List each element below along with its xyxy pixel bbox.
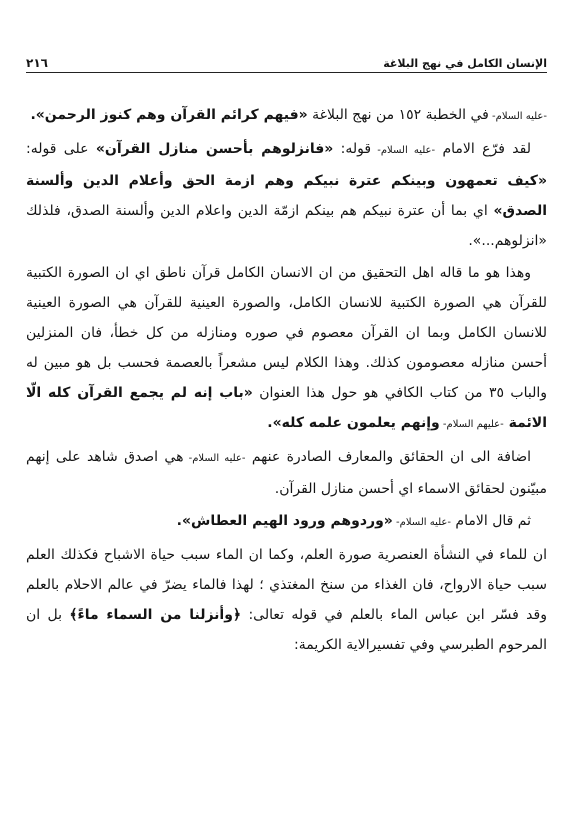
text-run: لقد فرّع الامام: [435, 141, 531, 157]
bold-quote: وإنهم يعلمون علمه كله».: [267, 415, 440, 431]
page-header: [26, 46, 547, 70]
text-run: وهذا هو ما قاله اهل التحقيق من ان الانسان الكامل قرآن ناطق اي ان الصورة الكتبية للقرآن هي الصورة الكتبية للانسان الكامل، والصورة العينية للقرآن هي الصورة العينية للانسان الكامل وبما ان القرآن معصوم في صوره ومنازله من كل خطأ، فان المنزلين أحسن منازله معصومون كذلك. وهذا الكلام ليس مشعراً بالعصمة فحسب بل هو مبين له والباب ٣٥ من كتاب الكافي هو حول هذا العنوان: [26, 265, 547, 401]
paragraph: [26, 258, 547, 440]
header-rule: [26, 72, 547, 73]
honorific: -عليه السلام-: [488, 111, 547, 122]
bold-quote: ﴿وأنزلنا من السماء ماءً﴾: [69, 607, 242, 623]
text-run: ثم قال الامام: [450, 513, 531, 529]
text-run: في الخطبة ١٥٢ من نهج البلاغة: [307, 107, 489, 123]
bold-quote: «باب إنه لم يجمع القرآن كله الّا الائمة: [26, 385, 547, 431]
honorific: -عليه السلام-: [183, 453, 246, 464]
running-title: الإنسان الكامل في نهج البلاغة: [383, 57, 547, 70]
text-run: على قوله:: [26, 141, 96, 157]
text-run: ان للماء في النشأة العنصرية صورة العلم، وكما ان الماء سبب حياة الاشباح فكذلك العلم سبب حياة الارواح، فان الغذاء من سنخ المغتذي ؛ لهذا فالماء يضرّ في عالم الاحلام بالعلم وقد فسّر ابن عباس الماء بالعلم في قوله تعالى:: [26, 547, 547, 623]
body-text: [26, 100, 547, 662]
text-run: اضافة الى ان الحقائق والمعارف الصادرة عنهم: [245, 449, 531, 465]
paragraph: [26, 506, 547, 538]
bold-quote: «فيهم كرائم القرآن وهم كنوز الرحمن».: [30, 107, 308, 123]
text-run: بل ان المرحوم الطبرسي وفي تفسيرالاية الكريمة:: [26, 607, 547, 653]
paragraph: [26, 100, 547, 132]
text-run: اي بما أن عترة نبيكم هم بينكم ازمّة الدين واعلام الدين وألسنة الصدق، فلذلك «انزلوهم...».: [26, 203, 547, 249]
paragraph: [26, 134, 547, 256]
honorific: -عليهم السلام-: [439, 419, 504, 430]
bold-quote: «فانزلوهم بأحسن منازل القرآن»: [95, 141, 334, 157]
paragraph: [26, 540, 547, 660]
text-run: قوله:: [333, 141, 372, 157]
honorific: -عليه السلام-: [392, 517, 451, 528]
honorific: -عليه السلام-: [371, 145, 436, 156]
bold-quote: «كيف تعمهون وبينكم عترة نبيكم وهم ازمة الحق وأعلام الدين وألسنة الصدق»: [26, 173, 547, 219]
page-number: ٢١٦: [26, 56, 48, 70]
bold-quote: «وردوهم ورود الهيم العطاش».: [176, 513, 393, 529]
text-run: هي اصدق شاهد على إنهم مبيّنون لحقائق الاسماء اي أحسن منازل القرآن.: [26, 449, 547, 497]
paragraph: [26, 442, 547, 504]
